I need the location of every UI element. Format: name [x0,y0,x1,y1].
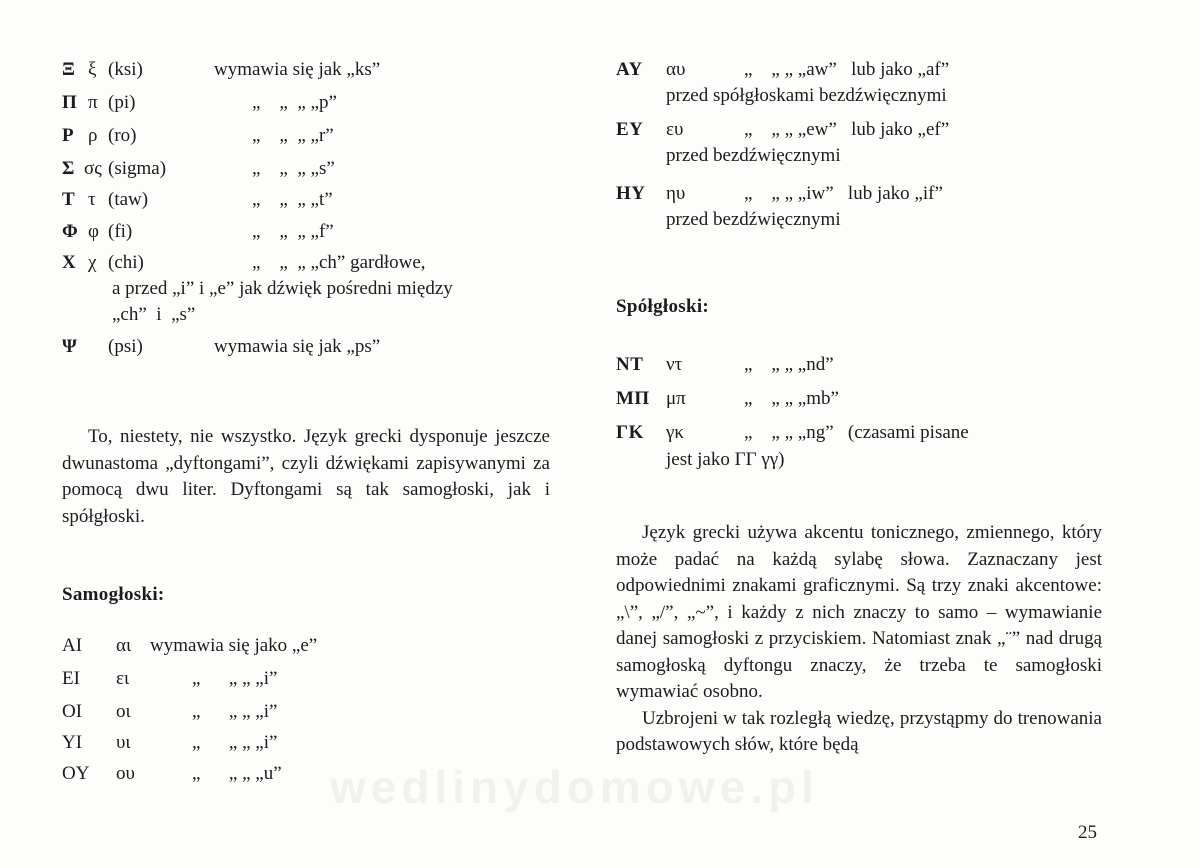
diphthong-note: przed bezdźwięcznymi [666,145,841,166]
accent-paragraph [616,520,1102,759]
pronunciation: „ „ „ „nd” [744,354,834,375]
letter-lower: π [88,92,98,113]
pronunciation: „ „ „ „ng” (czasami pisane [744,422,969,443]
pronunciation: „ „ „ „ch” gardłowe, [252,252,426,273]
pronunciation: „ „ „ „u” [192,763,282,784]
letter-name: (ksi) [108,59,143,80]
paragraph-text: Uzbrojeni w tak rozległą wiedzę, przystąpmy do trenowania podstawowych słów, które będą [616,707,1102,755]
diphthong-lower: ου [116,763,135,784]
diphthong-note: przed spółgłoskami bezdźwięcznymi [666,85,947,106]
letter-capital: Φ [62,221,79,242]
letter-capital: Ξ [62,59,76,80]
pronunciation: wymawia się jak „ps” [214,336,381,357]
diphthong-capital: EY [616,119,644,140]
intro-paragraph [62,424,550,530]
pronunciation: „ „ „ „mb” [744,388,839,409]
diphthong-note: przed bezdźwięcznymi [666,209,841,230]
left-page [62,0,552,868]
diphthong-lower: ει [116,668,130,689]
letter-capital: Τ [62,189,76,210]
pronunciation: „ „ „ „p” [252,92,337,113]
consonants-heading: Spółgłoski: [616,296,710,317]
letter-name: (ro) [108,125,137,146]
letter-lower: σς [84,158,102,179]
paragraph-text: Język grecki używa akcentu tonicznego, zmiennego, który może padać na każdą sylabę słowa. Zaznaczany jest odpowiednimi znakami graficznymi. Są trzy znaki akcentowe: „\”, „/”, „~”, i każdy z nich znaczy to samo – wymawianie danej samogłoski z przyciskiem. Natomiast znak „¨” nad drugą samogłoską dyftongu znaczy, że trzeba te samogłoski wymawiać osobno. [616,522,1102,702]
letter-lower: τ [88,189,96,210]
continuation-line: a przed „i” i „e” jak dźwięk pośredni między [112,278,453,299]
pronunciation: „ „ „ „r” [252,125,334,146]
continuation-line: jest jako ΓΓ γγ) [666,449,785,470]
watermark: wedlinydomowe.pl [330,761,819,813]
diphthong-capital: AI [62,635,83,656]
pronunciation: „ „ „ „i” [192,668,278,689]
pronunciation: „ „ „ „ew” lub jako „ef” [744,119,950,140]
diphthong-lower: ηυ [666,183,686,204]
paragraph-text: To, niestety, nie wszystko. Język grecki dysponuje jeszcze dwunastoma „dyftongami”, czyli dźwiękami zapisywanymi za pomocą dwu liter. Dyftongami są tak samogłoski, jak i spółgłoski. [62,426,550,527]
letter-lower: ρ [88,125,98,146]
diphthong-capital: NT [616,354,644,375]
pronunciation: „ „ „ „f” [252,221,334,242]
letter-lower: φ [88,221,99,242]
diphthong-capital: YI [62,732,83,753]
letter-name: (sigma) [108,158,167,179]
diphthong-lower: ευ [666,119,684,140]
diphthong-lower: υι [116,732,131,753]
diphthong-lower: γκ [666,422,684,443]
letter-capital: Χ [62,252,77,273]
page-number: 25 [1078,822,1097,843]
diphthong-lower: αι [116,635,132,656]
vowels-heading: Samogłoski: [62,584,165,605]
pronunciation: „ „ „ „i” [192,732,278,753]
letter-name: (chi) [108,252,144,273]
pronunciation: „ „ „ „i” [192,701,278,722]
pronunciation: „ „ „ „iw” lub jako „if” [744,183,943,204]
diphthong-capital: OI [62,701,83,722]
diphthong-capital: HY [616,183,646,204]
letter-capital: Π [62,92,78,113]
letter-name: (fi) [108,221,133,242]
letter-capital: Ψ [62,336,78,357]
continuation-line: „ch” i „s” [112,304,196,325]
pronunciation: „ „ „ „s” [252,158,335,179]
letter-lower: ξ [88,59,97,80]
letter-capital: Ρ [62,125,75,146]
diphthong-capital: ΓΚ [616,422,644,443]
diphthong-capital: ΜΠ [616,388,650,409]
diphthong-capital: AY [616,59,643,80]
right-page [616,0,1106,868]
pronunciation: „ „ „ „aw” lub jako „af” [744,59,950,80]
diphthong-capital: EI [62,668,80,689]
pronunciation: wymawia się jako „e” [150,635,318,656]
letter-lower: χ [88,252,97,273]
diphthong-capital: OY [62,763,90,784]
pronunciation: „ „ „ „t” [252,189,333,210]
diphthong-lower: οι [116,701,131,722]
diphthong-lower: μπ [666,388,686,409]
pronunciation: wymawia się jak „ks” [214,59,381,80]
letter-name: (taw) [108,189,149,210]
diphthong-lower: αυ [666,59,686,80]
letter-capital: Σ [62,158,75,179]
letter-name: (pi) [108,92,136,113]
diphthong-lower: ντ [666,354,683,375]
letter-name: (psi) [108,336,143,357]
